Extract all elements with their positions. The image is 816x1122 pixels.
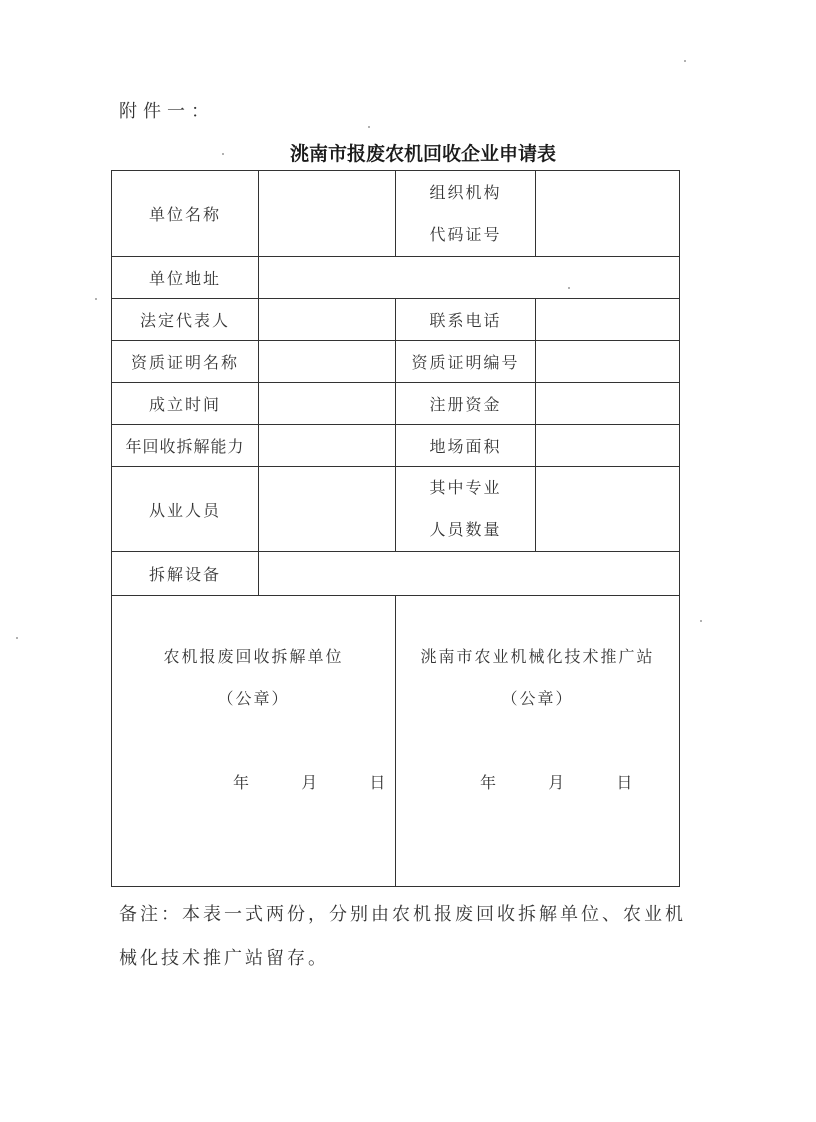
site-area-field[interactable] xyxy=(536,425,680,467)
scan-speck xyxy=(222,153,224,155)
attachment-label: 附件一： xyxy=(119,101,215,122)
month-label: 月 xyxy=(301,773,320,792)
footnote: 备注：本表一式两份，分别由农机报废回收拆解单位、农业机械化技术推广站留存。 xyxy=(119,904,686,969)
legal-rep-label: 法定代表人 xyxy=(112,299,259,341)
reg-capital-label: 注册资金 xyxy=(396,383,536,425)
table-row xyxy=(112,467,680,552)
table-row xyxy=(112,425,680,467)
recycler-stamp-cell[interactable] xyxy=(112,596,396,887)
scan-speck xyxy=(568,287,570,289)
founded-label: 成立时间 xyxy=(112,383,259,425)
capacity-label: 年回收拆解能力 xyxy=(112,425,259,467)
recycler-date xyxy=(233,770,387,793)
qual-name-label: 资质证明名称 xyxy=(112,341,259,383)
table-row xyxy=(112,257,680,299)
unit-address-label: 单位地址 xyxy=(112,257,259,299)
pro-staff-field[interactable] xyxy=(536,467,680,552)
table-row xyxy=(112,171,680,257)
month-label: 月 xyxy=(548,773,567,792)
day-label: 日 xyxy=(369,773,388,792)
phone-label: 联系电话 xyxy=(396,299,536,341)
recycler-seal-label: （公章） xyxy=(217,689,290,708)
application-form-table xyxy=(111,170,680,887)
form-title: 洮南市报废农机回收企业申请表 xyxy=(289,143,556,165)
year-label: 年 xyxy=(480,773,499,792)
reg-capital-field[interactable] xyxy=(536,383,680,425)
equipment-label: 拆解设备 xyxy=(112,552,259,596)
recycler-org-name: 农机报废回收拆解单位 xyxy=(163,647,344,666)
pro-staff-label-line2: 人员数量 xyxy=(429,520,502,539)
legal-rep-field[interactable] xyxy=(259,299,396,341)
station-org-name: 洮南市农业机械化技术推广站 xyxy=(420,647,655,666)
qual-name-field[interactable] xyxy=(259,341,396,383)
pro-staff-label-line1: 其中专业 xyxy=(429,478,502,497)
staff-field[interactable] xyxy=(259,467,396,552)
org-code-label xyxy=(396,171,536,257)
staff-label: 从业人员 xyxy=(112,467,259,552)
qual-no-label: 资质证明编号 xyxy=(396,341,536,383)
qual-no-field[interactable] xyxy=(536,341,680,383)
table-row xyxy=(112,299,680,341)
pro-staff-label xyxy=(396,467,536,552)
scan-speck xyxy=(368,126,370,128)
table-row xyxy=(112,383,680,425)
unit-address-field[interactable] xyxy=(259,257,680,299)
day-label: 日 xyxy=(616,773,635,792)
founded-field[interactable] xyxy=(259,383,396,425)
station-seal-label: （公章） xyxy=(501,689,574,708)
table-row xyxy=(112,552,680,596)
station-stamp-cell[interactable] xyxy=(396,596,680,887)
org-code-label-line2: 代码证号 xyxy=(429,224,502,244)
scan-speck xyxy=(95,298,97,300)
table-row xyxy=(112,596,680,887)
capacity-field[interactable] xyxy=(259,425,396,467)
org-code-label-line1: 组织机构 xyxy=(429,182,502,202)
phone-field[interactable] xyxy=(536,299,680,341)
station-date xyxy=(480,770,634,793)
scan-speck xyxy=(16,637,18,639)
scan-speck xyxy=(700,620,702,622)
table-row xyxy=(112,341,680,383)
scan-speck xyxy=(684,60,686,62)
equipment-field[interactable] xyxy=(259,552,680,596)
unit-name-field[interactable] xyxy=(259,171,396,257)
site-area-label: 地场面积 xyxy=(396,425,536,467)
unit-name-label: 单位名称 xyxy=(112,171,259,257)
org-code-field[interactable] xyxy=(536,171,680,257)
year-label: 年 xyxy=(233,773,252,792)
